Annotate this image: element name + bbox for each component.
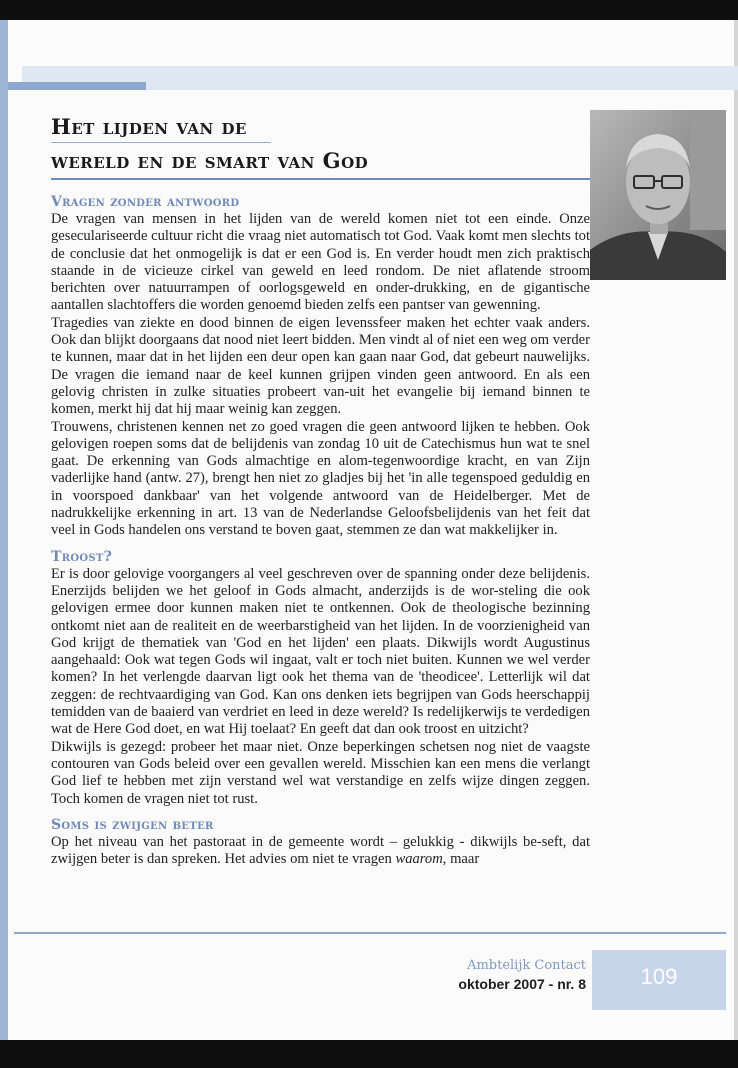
paragraph: Dikwijls is gezegd: probeer het maar niet. Onze beperkingen schetsen nog niet de vaagste contouren van Gods beleid over een gevallen wereld. Misschien kan een mens die verlangt God lief te hebben met zijn verstand wel wat verstandige en zelfs wijze dingen zeggen. Toch komen de vragen niet tot rust. [51,738,590,807]
section-heading-zwijgen: Soms is zwijgen beter [51,816,214,833]
author-portrait-image [590,110,726,280]
page-edge-left [0,20,8,1040]
section-heading-troost: Troost? [51,548,113,565]
paragraph-last [51,834,590,869]
paragraph: Tragedies van ziekte en dood binnen de eigen levenssfeer maken het echter vaak anders. Ook dan blijkt doorgaans dat nood niet leert bidden. Men vindt al of niet een weg om verder te kunnen, maar dat in het lijden een deur open kan gaan naar God, dat gebeurt nauwelijks. De vragen die iemand naar de keel kunnen grijpen vinden geen antwoord. En als een gelovig christen in zulke situaties probeert van-uit het evangelie bij iemand binnen te komen, merkt hij dat hij maar weinig kan zeggen. [51,314,590,418]
footer-issue: oktober 2007 - nr. 8 [458,976,586,992]
footer-magazine-name: Ambtelijk Contact [467,958,586,973]
page-edge-right [734,20,738,1040]
title-underline-short [51,142,271,143]
page-number-box [592,950,726,1010]
author-portrait [590,110,726,280]
header-accent-strip [8,82,146,90]
section-heading-vragen: Vragen zonder antwoord [51,194,240,210]
scan-border-top [0,0,738,20]
paragraph: Trouwens, christenen kennen net zo goed vragen die geen antwoord lijken te hebben. Ook gelovigen roepen soms dat de belijdenis van zondag 10 uit de Catechismus hun wat te snel gaat. De erkenning van Gods almachtige en alom-tegenwoordige kracht, en van Zijn vaderlijke hand (antw. 27), brengt hen niet zo gladjes bij het 'in alle tegenspoed geduldig en in voorspoed dankbaar' van het volgende antwoord van de Heidelberger. Met de nadrukkelijke erkenning in art. 13 van de Nederlandse Geloofsbelijdenis van het feit dat veel in Gods handelen ons verstand te boven gaat, stemmen ze dan wat makkelijker in. [51,418,590,539]
paragraph-text: Op het niveau van het pastoraat in de gemeente wordt – gelukkig - dikwijls be-seft, dat zwijgen beter is dan spreken. Het advies om niet te vragen [51,833,590,868]
paragraph-tail: , maar [442,851,480,868]
page-number: 109 [640,964,678,989]
paragraph: Er is door gelovige voorgangers al veel geschreven over de spanning onder deze belijdenis. Enerzijds belijden we het geloof in Gods almacht, anderzijds is de wor-steling die ook gelovigen ermee door kunnen maken niet te ontkennen. Ook de theologische bezinning ontkomt niet aan de realiteit en de weerbarstigheid van het lijden. In de voorzienigheid van God krijgt de thematiek van 'God en het lijden' een plaats. Dikwijls wordt Augustinus aangehaald: Ook wat tegen Gods wil ingaat, valt er toch niet buiten. Kunnen we wel verder komen? In het verlengde daarvan ligt ook het thema van de 'theodicee'. Letterlijk wil dat zeggen: de rechtvaardiging van God. Kan ons denken iets begrijpen van Gods heerschappij temidden van de baaierd van verdriet en leed in deze wereld? Is redelijkerwijs te verdedigen wat de Here God doet, en wat Hij toelaat? En geeft dat dan ook troost en uitzicht? [51,565,590,738]
article-title [51,110,571,178]
article-title-line-1: Het lijden van de [51,114,247,139]
scan-border-bottom [0,1040,738,1068]
emphasis-waarom: waarom [395,851,443,868]
article-title-line-2: wereld en de smart van God [51,148,369,173]
footer-rule [14,932,726,934]
title-underline [51,178,591,180]
article-body [51,193,590,868]
paragraph: De vragen van mensen in het lijden van de wereld komen niet tot een einde. Onze geseculariseerde cultuur richt die vraag niet automatisch tot God. Vaak komt men slechts tot de conclusie dat het onmogelijk is dat er een God is. En verder houdt men zich praktisch staande in de vicieuze cirkel van geweld en leed rondom. De niet aflatende stroom berichten over natuurrampen of oorlogsgeweld en onder-drukking, en de gigantische aantallen slachtoffers die worden genoemd bieden zelfs een pantser van gewenning. [51,211,590,314]
